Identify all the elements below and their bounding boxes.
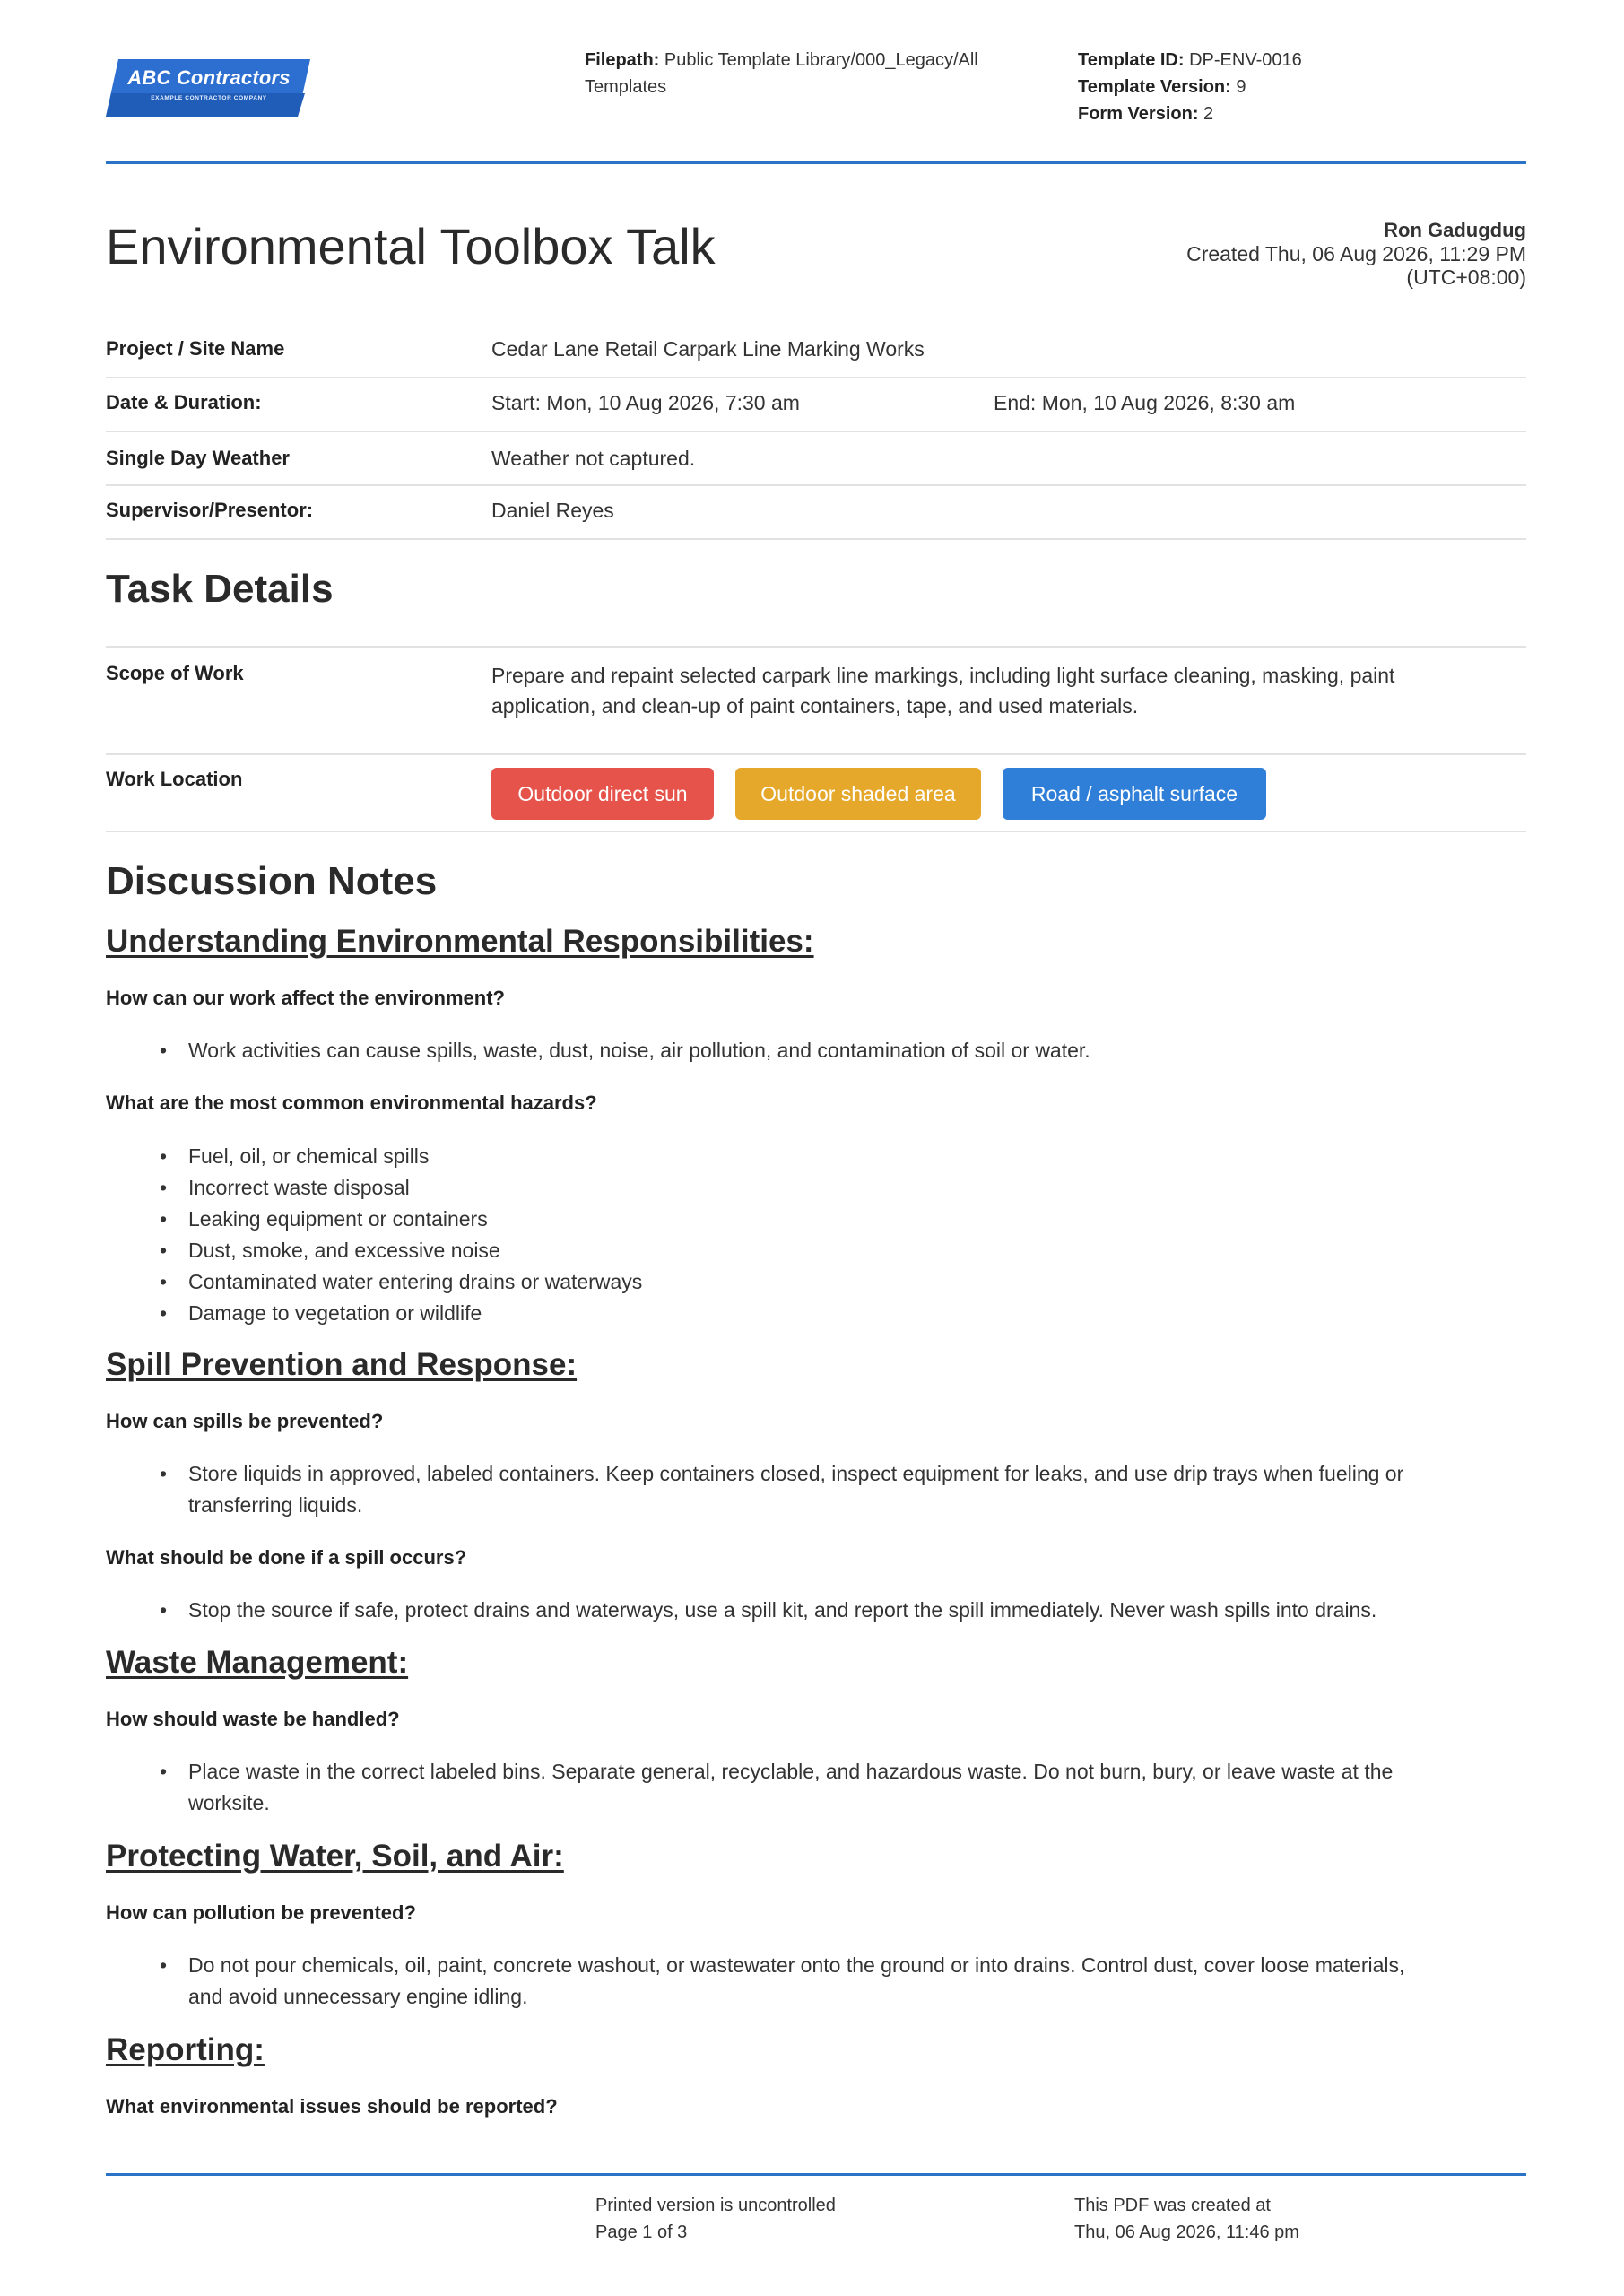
weather-label: Single Day Weather bbox=[106, 447, 290, 469]
question-issues-reported: What environmental issues should be reported? bbox=[106, 2095, 558, 2118]
filepath-value-cont: Templates bbox=[585, 77, 667, 97]
answer-common-hazards bbox=[106, 1141, 1523, 1329]
tag-outdoor-direct-sun: Outdoor direct sun bbox=[491, 768, 714, 820]
filepath-value: Public Template Library/000_Legacy/All bbox=[664, 50, 978, 70]
answer-waste-handled bbox=[106, 1756, 1523, 1819]
question-spill-occurs: What should be done if a spill occurs? bbox=[106, 1546, 467, 1569]
scope-line-2: application, and clean-up of paint containers, tape, and used materials. bbox=[491, 694, 1139, 718]
scope-line-1: Prepare and repaint selected carpark line markings, including light surface cleaning, masking, paint bbox=[491, 664, 1395, 687]
logo-title: ABC Contractors bbox=[127, 66, 291, 89]
template-version-value: 9 bbox=[1236, 77, 1246, 97]
footer-created-value: Thu, 06 Aug 2026, 11:46 pm bbox=[1074, 2222, 1299, 2242]
weather-value: Weather not captured. bbox=[491, 447, 696, 470]
list-item-line-1: Do not pour chemicals, oil, paint, concrete washout, or wastewater onto the ground or into drains. Control dust, cover loose materials, bbox=[188, 1953, 1405, 1977]
row-date-duration bbox=[106, 378, 1526, 432]
footer-created-label: This PDF was created at bbox=[1074, 2196, 1271, 2215]
list-item: • Leaking equipment or containers bbox=[188, 1204, 1523, 1235]
section-heading-reporting: Reporting: bbox=[106, 2032, 265, 2067]
footer-print-info bbox=[595, 2192, 836, 2246]
date-label: Date & Duration: bbox=[106, 391, 262, 413]
list-item-line-2: and avoid unnecessary engine idling. bbox=[188, 1985, 528, 2008]
supervisor-value: Daniel Reyes bbox=[491, 499, 614, 522]
form-version-value: 2 bbox=[1203, 104, 1214, 124]
tag-outdoor-shaded-area: Outdoor shaded area bbox=[735, 768, 981, 820]
list-item: • Damage to vegetation or wildlife bbox=[188, 1298, 1523, 1329]
company-logo bbox=[106, 57, 312, 118]
list-item: • Stop the source if safe, protect drains and waterways, use a spill kit, and report the spill immediately. Never wash spills into drains. bbox=[188, 1595, 1523, 1626]
logo-subtitle: EXAMPLE CONTRACTOR COMPANY bbox=[151, 95, 267, 101]
template-id-label: Template ID: bbox=[1078, 50, 1185, 70]
footer-divider bbox=[106, 2173, 1526, 2176]
created-timezone: (UTC+08:00) bbox=[1406, 265, 1526, 289]
task-details-heading: Task Details bbox=[106, 567, 334, 611]
row-scope bbox=[106, 646, 1526, 755]
question-common-hazards: What are the most common environmental hazards? bbox=[106, 1091, 597, 1114]
answer-prevent-spills bbox=[106, 1458, 1523, 1521]
section-heading-waste: Waste Management: bbox=[106, 1645, 409, 1680]
row-supervisor bbox=[106, 486, 1526, 540]
list-item-line-2: worksite. bbox=[188, 1791, 270, 1814]
section-heading-responsibilities: Understanding Environmental Responsibilities: bbox=[106, 924, 814, 959]
list-item: • Dust, smoke, and excessive noise bbox=[188, 1235, 1523, 1266]
list-item-line-2: transferring liquids. bbox=[188, 1493, 363, 1517]
discussion-notes-heading: Discussion Notes bbox=[106, 859, 438, 903]
list-item: • Fuel, oil, or chemical spills bbox=[188, 1141, 1523, 1172]
form-version-label: Form Version: bbox=[1078, 104, 1199, 124]
scope-value bbox=[491, 660, 1523, 721]
supervisor-label: Supervisor/Presentor: bbox=[106, 499, 314, 521]
footer-page-number: Page 1 of 3 bbox=[595, 2222, 688, 2242]
date-end: End: Mon, 10 Aug 2026, 8:30 am bbox=[994, 391, 1296, 414]
list-item bbox=[188, 1458, 1523, 1521]
list-item bbox=[188, 1950, 1523, 2013]
filepath-block bbox=[585, 47, 1033, 100]
row-work-location bbox=[106, 753, 1526, 832]
answer-spill-occurs bbox=[106, 1595, 1523, 1626]
creator-name: Ron Gadugdug bbox=[1384, 219, 1526, 241]
template-id-value: DP-ENV-0016 bbox=[1189, 50, 1302, 70]
scope-label: Scope of Work bbox=[106, 662, 244, 684]
list-item: • Incorrect waste disposal bbox=[188, 1172, 1523, 1204]
creator-block bbox=[1186, 219, 1526, 289]
tag-road-asphalt-surface: Road / asphalt surface bbox=[1003, 768, 1266, 820]
list-item: • Work activities can cause spills, waste, dust, noise, air pollution, and contamination of soil or water. bbox=[188, 1035, 1523, 1066]
list-item-line-1: Place waste in the correct labeled bins. Separate general, recyclable, and hazardous waste. Do not burn, bury, or leave waste at the bbox=[188, 1760, 1394, 1783]
project-value: Cedar Lane Retail Carpark Line Marking Works bbox=[491, 337, 925, 361]
question-prevent-spills: How can spills be prevented? bbox=[106, 1410, 384, 1432]
question-pollution-prevented: How can pollution be prevented? bbox=[106, 1901, 416, 1924]
work-location-label: Work Location bbox=[106, 768, 243, 790]
footer-uncontrolled: Printed version is uncontrolled bbox=[595, 2196, 836, 2215]
answer-pollution-prevented bbox=[106, 1950, 1523, 2013]
row-weather bbox=[106, 432, 1526, 486]
footer-created-info bbox=[1074, 2192, 1299, 2246]
document-title: Environmental Toolbox Talk bbox=[106, 218, 716, 274]
filepath-label: Filepath: bbox=[585, 50, 660, 70]
date-start: Start: Mon, 10 Aug 2026, 7:30 am bbox=[491, 391, 800, 414]
answer-affect-environment bbox=[106, 1035, 1523, 1066]
header-divider bbox=[106, 161, 1526, 164]
section-heading-water-soil-air: Protecting Water, Soil, and Air: bbox=[106, 1839, 564, 1874]
question-affect-environment: How can our work affect the environment? bbox=[106, 987, 505, 1009]
template-version-label: Template Version: bbox=[1078, 77, 1231, 97]
template-meta-block bbox=[1078, 47, 1526, 127]
section-heading-spill: Spill Prevention and Response: bbox=[106, 1347, 578, 1382]
question-waste-handled: How should waste be handled? bbox=[106, 1708, 400, 1730]
list-item: • Contaminated water entering drains or waterways bbox=[188, 1266, 1523, 1298]
list-item bbox=[188, 1756, 1523, 1819]
created-date: Created Thu, 06 Aug 2026, 11:29 PM bbox=[1186, 242, 1526, 265]
list-item-line-1: Store liquids in approved, labeled containers. Keep containers closed, inspect equipment for leaks, and use drip trays when fueling or bbox=[188, 1462, 1404, 1485]
project-label: Project / Site Name bbox=[106, 337, 285, 360]
row-project bbox=[106, 325, 1526, 378]
